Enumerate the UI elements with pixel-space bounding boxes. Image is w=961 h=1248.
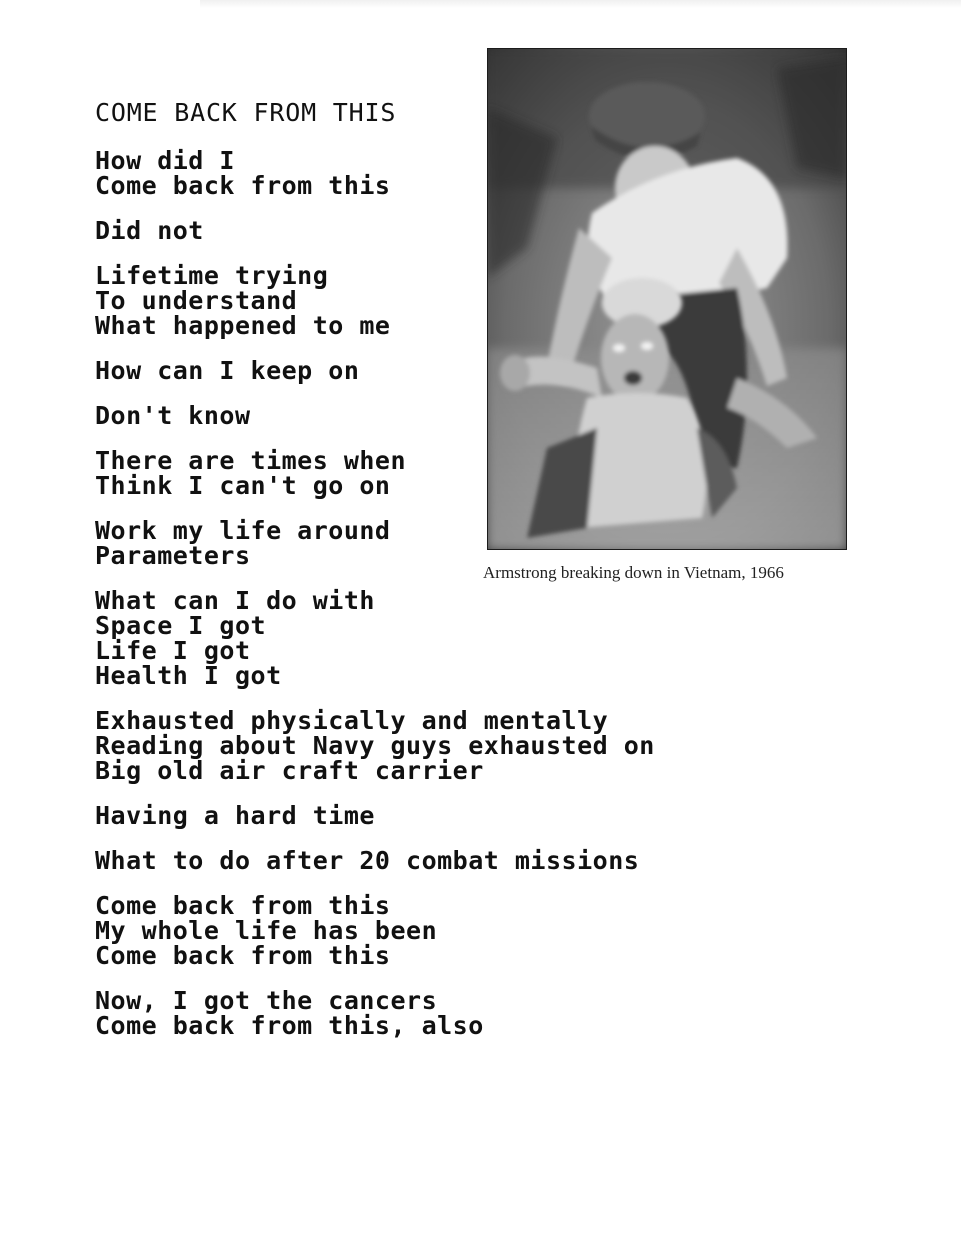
poem-line: Now, I got the cancers	[95, 986, 438, 1015]
poem-line: Come back from this	[95, 941, 391, 970]
poem-line: There are times when	[95, 446, 407, 475]
stanza	[95, 893, 775, 968]
poem-line: How did I	[95, 146, 235, 175]
poem-line: Health I got	[95, 661, 282, 690]
poem-line: Parameters	[95, 541, 251, 570]
poem-line: Work my life around	[95, 516, 391, 545]
poem-line: What to do after 20 combat missions	[95, 846, 640, 875]
page-top-shadow	[200, 0, 961, 8]
poem-title: COME BACK FROM THIS	[95, 98, 397, 127]
stanza	[95, 588, 775, 688]
poem-line: Space I got	[95, 611, 267, 640]
poem-line: Exhausted physically and mentally	[95, 706, 609, 735]
poem-line: Did not	[95, 216, 204, 245]
poem-line: Life I got	[95, 636, 251, 665]
poem-line: Think I can't go on	[95, 471, 391, 500]
photo-caption: Armstrong breaking down in Vietnam, 1966	[483, 563, 784, 582]
poem-line: Come back from this, also	[95, 1011, 484, 1040]
stanza	[95, 988, 775, 1038]
stanza	[95, 803, 775, 828]
poem-line: Lifetime trying	[95, 261, 329, 290]
poem-line: Having a hard time	[95, 801, 375, 830]
poem-line: Reading about Navy guys exhausted on	[95, 731, 655, 760]
poem-line: My whole life has been	[95, 916, 438, 945]
poem-line: Come back from this	[95, 891, 391, 920]
poem-line: To understand	[95, 286, 298, 315]
poem-line: What can I do with	[95, 586, 375, 615]
poem-line: What happened to me	[95, 311, 391, 340]
stanza	[95, 708, 775, 783]
photograph-image	[487, 48, 847, 550]
poem-line: Don't know	[95, 401, 251, 430]
poem-line: Big old air craft carrier	[95, 756, 484, 785]
photograph	[487, 48, 847, 550]
stanza	[95, 848, 775, 873]
poem-line: How can I keep on	[95, 356, 360, 385]
poem-line: Come back from this	[95, 171, 391, 200]
